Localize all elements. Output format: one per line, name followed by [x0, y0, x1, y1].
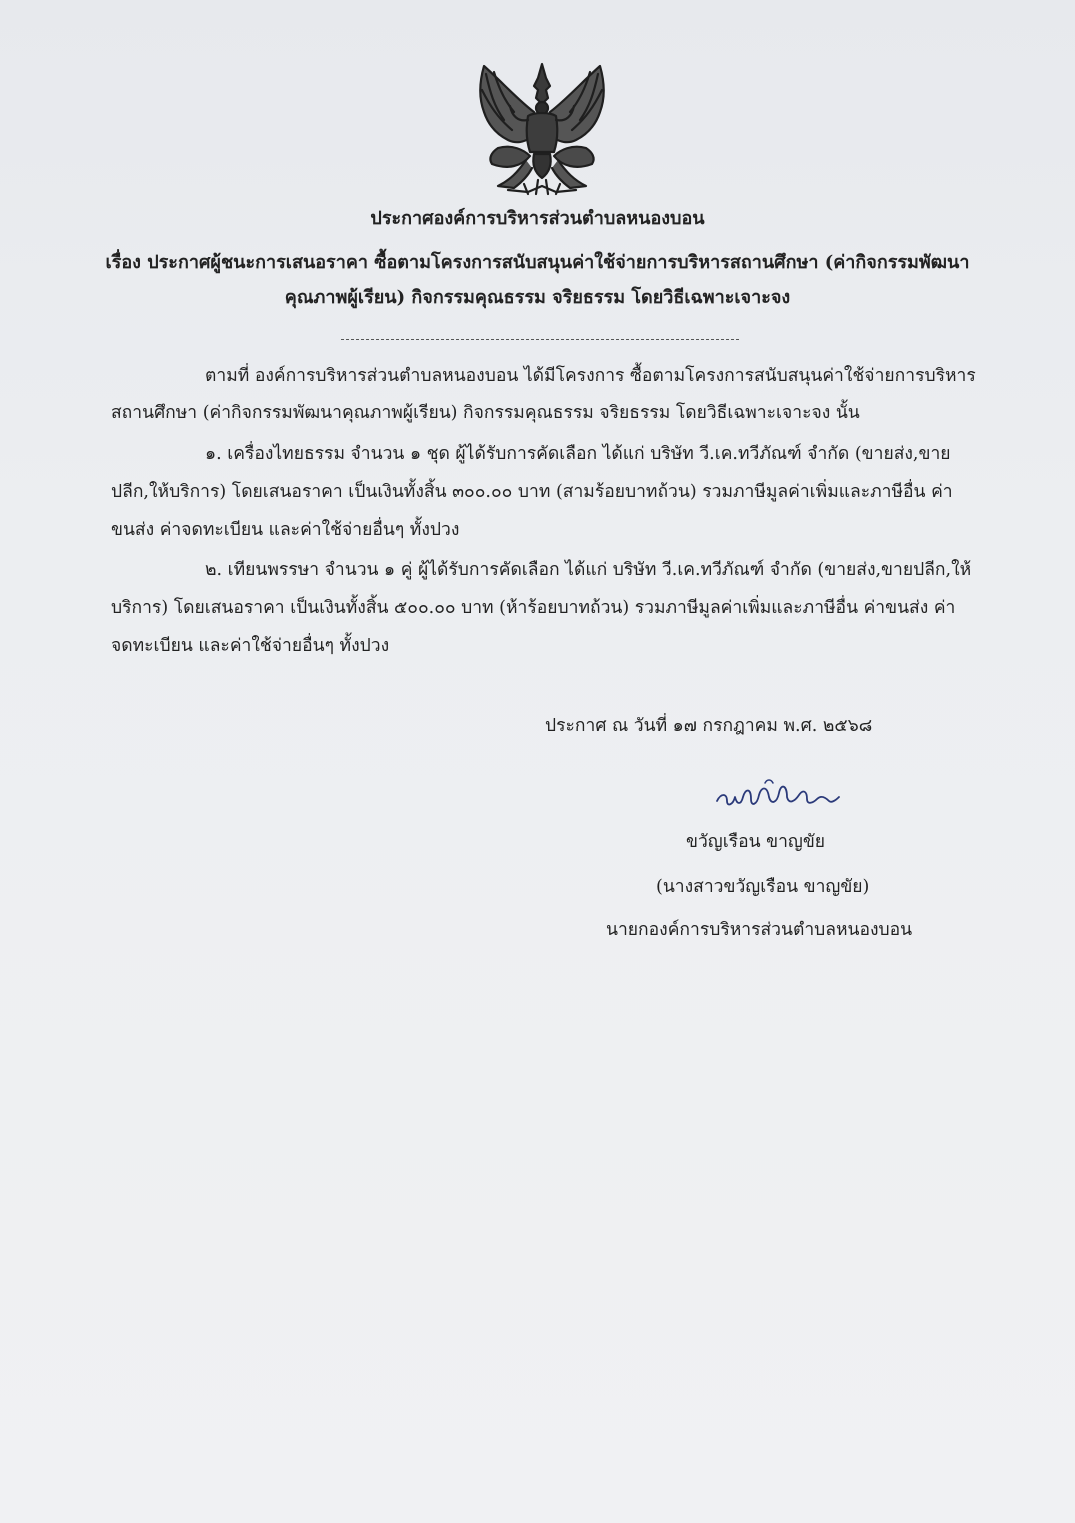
heading-divider	[341, 339, 739, 340]
item2-line-1: ๒. เทียนพรรษา จำนวน ๑ คู่ ผู้ได้รับการคัดเลือก ได้แก่ บริษัท วี.เค.ทวีภัณฑ์ จำกัด (ขายส่ง,ขายปลีก,ให้	[205, 560, 972, 580]
announcement-date: ประกาศ ณ วันที่ ๑๗ กรกฎาคม พ.ศ. ๒๕๖๘	[545, 716, 873, 736]
item2-line-2: บริการ) โดยเสนอราคา เป็นเงินทั้งสิ้น ๕๐๐.๐๐ บาท (ห้าร้อยบาทถ้วน) รวมภาษีมูลค่าเพิ่มและภาษีอื่น ค่าขนส่ง ค่า	[111, 598, 956, 618]
intro-line-1: ตามที่ องค์การบริหารส่วนตำบลหนองบอน ได้มีโครงการ ซื้อตามโครงการสนับสนุนค่าใช้จ่ายการบริหาร	[205, 366, 976, 386]
signatory-name: ขวัญเรือน ขาญขัย	[686, 832, 826, 852]
item2-line-3: จดทะเบียน และค่าใช้จ่ายอื่นๆ ทั้งปวง	[111, 636, 390, 656]
handwritten-signature	[707, 775, 847, 815]
organization-heading: ประกาศองค์การบริหารส่วนตำบลหนองบอน	[370, 208, 705, 229]
signatory-title: นายกองค์การบริหารส่วนตำบลหนองบอน	[606, 920, 913, 940]
subject-line-2: คุณภาพผู้เรียน) กิจกรรมคุณธรรม จริยธรรม โดยวิธีเฉพาะเจาะจง	[284, 287, 791, 308]
item1-line-2: ปลีก,ให้บริการ) โดยเสนอราคา เป็นเงินทั้งสิ้น ๓๐๐.๐๐ บาท (สามร้อยบาทถ้วน) รวมภาษีมูลค่าเพิ่มและภาษีอื่น ค่า	[111, 482, 953, 502]
item1-line-3: ขนส่ง ค่าจดทะเบียน และค่าใช้จ่ายอื่นๆ ทั้งปวง	[111, 520, 460, 540]
garuda-emblem-icon	[468, 60, 616, 198]
item1-line-1: ๑. เครื่องไทยธรรม จำนวน ๑ ชุด ผู้ได้รับการคัดเลือก ได้แก่ บริษัท วี.เค.ทวีภัณฑ์ จำกัด (ขายส่ง,ขาย	[205, 444, 951, 464]
subject-line-1: เรื่อง ประกาศผู้ชนะการเสนอราคา ซื้อตามโครงการสนับสนุนค่าใช้จ่ายการบริหารสถานศึกษา (ค่ากิจกรรมพัฒนา	[105, 252, 970, 273]
signatory-full-name: (นางสาวขวัญเรือน ขาญขัย)	[656, 877, 870, 897]
intro-line-2: สถานศึกษา (ค่ากิจกรรมพัฒนาคุณภาพผู้เรียน) กิจกรรมคุณธรรม จริยธรรม โดยวิธีเฉพาะเจาะจง นั้น	[111, 403, 860, 423]
